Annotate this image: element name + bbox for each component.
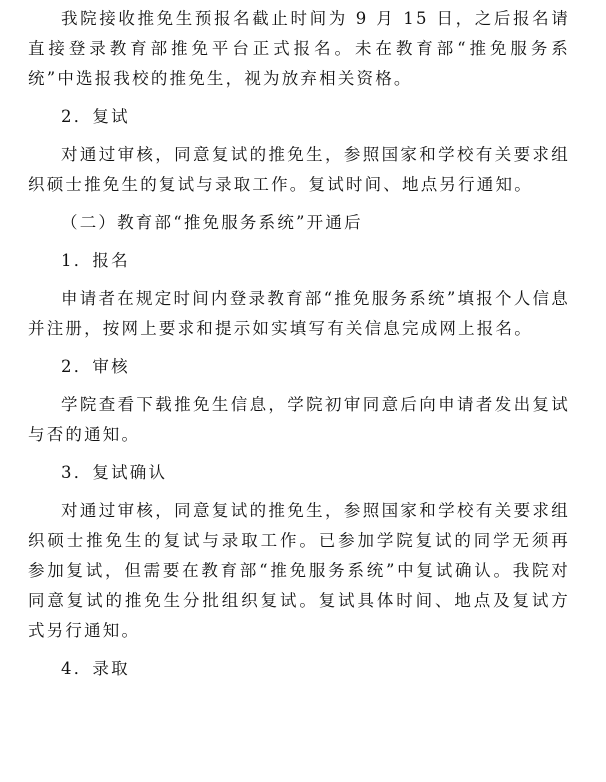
heading-registration: 1．报名 xyxy=(61,251,130,270)
heading-retest: 2．复试 xyxy=(61,107,130,126)
paragraph-retest-confirmation: 对通过审核，同意复试的推免生，参照国家和学校有关要求组织硕士推免生的复试与录取工作。已参加学院复试的同学无须再参加复试，但需要在教育部“推免服务系统”中复试确认。我院对同意复试的推免生分批组织复试。复试具体时间、地点及复试方式另行通知。 xyxy=(28,501,570,640)
paragraph-registration: 申请者在规定时间内登录教育部“推免服务系统”填报个人信息并注册，按网上要求和提示如实填写有关信息完成网上报名。 xyxy=(28,289,570,338)
paragraph-registration-deadline: 我院接收推免生预报名截止时间为 9 月 15 日，之后报名请直接登录教育部推免平台正式报名。未在教育部“推免服务系统”中选报我校的推免生，视为放弃相关资格。 xyxy=(28,9,570,88)
heading-retest-confirmation: 3．复试确认 xyxy=(61,463,168,482)
heading-review: 2．审核 xyxy=(61,357,130,376)
paragraph-retest: 对通过审核，同意复试的推免生，参照国家和学校有关要求组织硕士推免生的复试与录取工作。复试时间、地点另行通知。 xyxy=(28,145,570,194)
paragraph-review: 学院查看下载推免生信息，学院初审同意后向申请者发出复试与否的通知。 xyxy=(28,395,570,444)
heading-admission: 4．录取 xyxy=(61,659,130,678)
heading-section-two: （二）教育部“推免服务系统”开通后 xyxy=(61,213,363,232)
